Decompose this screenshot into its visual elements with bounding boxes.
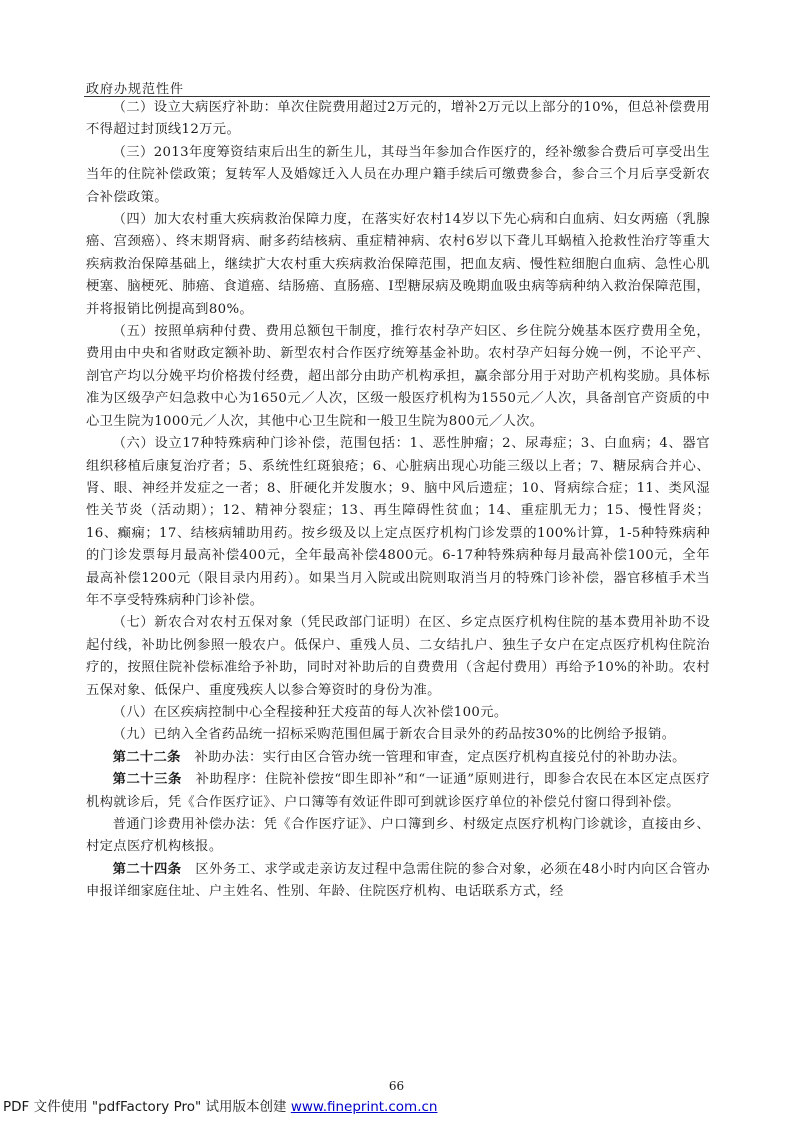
paragraph-2	[86, 142, 710, 209]
article-number: 第二十二条	[112, 749, 181, 765]
paragraph-text: 区外务工、求学或走亲访友过程中急需住院的参合对象，必须在48小时内向区合管办申报详细家庭住址、户主姓名、性别、年龄、住院医疗机构、电话联系方式，经	[86, 861, 711, 900]
paragraph-text: 补助办法：实行由区合管办统一管理和审查，定点医疗机构直接兑付的补助办法。	[180, 749, 686, 765]
document-header: 政府办规范性件	[86, 82, 185, 97]
document-body	[86, 97, 710, 904]
paragraph-text: （七）新农合对农村五保对象（凭民政部门证明）在区、乡定点医疗机构住院的基本费用补助不设起付线，补助比例参照一般农户。低保户、重残人员、二女结扎户、独生子女户在定点医疗机构住院治疗的，按照住院补偿标准给予补助，同时对补助后的自费费用（含起付费用）再给予10%的补助。农村五保对象、低保户、重度残疾人以参合筹资时的身份为准。	[86, 615, 710, 698]
article-number: 第二十四条	[112, 861, 182, 877]
paragraph-6	[86, 612, 710, 702]
paragraph-7	[86, 702, 710, 724]
paragraph-text: （四）加大农村重大疾病救治保障力度，在落实好农村14岁以下先心病和白血病、妇女两癌（乳腺癌、宫颈癌）、终末期肾病、耐多药结核病、重症精神病、农村6岁以下聋儿耳蜗植入抢救性治疗等重大疾病救治保障基础上，继续扩大农村重大疾病救治保障范围，把血友病、慢性粒细胞白血病、急性心肌梗塞、脑梗死、肺癌、食道癌、结肠癌、直肠癌、I型糖尿病及晚期血吸虫病等病种纳入救治保障范围，并将报销比例提高到80%。	[86, 212, 710, 317]
paragraph-text: （三）2013年度筹资结束后出生的新生儿，其母当年参加合作医疗的，经补缴参合费后可享受出生当年的住院补偿政策；复转军人及婚嫁迁入人员在办理户籍手续后可缴费参合，参合三个月后享受新农合补偿政策。	[86, 144, 710, 205]
paragraph-3	[86, 209, 710, 321]
article-24	[86, 859, 710, 904]
article-22	[86, 747, 710, 769]
paragraph-text: （五）按照单病种付费、费用总额包干制度，推行农村孕产妇区、乡住院分娩基本医疗费用全免，费用由中央和省财政定额补助、新型农村合作医疗统筹基金补助。农村孕产妇每分娩一例，不论平产、剖官产均以分娩平均价格拨付经费，超出部分由助产机构承担，赢余部分用于对助产机构奖励。具体标准为区级孕产妇急救中心为1650元／人次，区级一般医疗机构为1550元／人次，具备剖官产资质的中心卫生院为1000元／人次，其他中心卫生院和一般卫生院为800元／人次。	[86, 324, 710, 429]
page-number: 66	[388, 1079, 405, 1093]
article-23	[86, 769, 710, 814]
paragraph-text: 普通门诊费用补偿办法：凭《合作医疗证》、户口簿到乡、村级定点医疗机构门诊就诊，直接由乡、村定点医疗机构核报。	[86, 817, 710, 855]
paragraph-5	[86, 433, 710, 612]
pdf-footer	[3, 1095, 437, 1115]
paragraph-8	[86, 724, 710, 746]
paragraph-4	[86, 321, 710, 433]
paragraph-outpatient	[86, 814, 710, 859]
paragraph-text: （八）在区疾病控制中心全程接种狂犬疫苗的每人次补偿100元。	[112, 704, 508, 720]
article-number: 第二十三条	[112, 772, 182, 788]
footer-text: PDF 文件使用 "pdfFactory Pro" 试用版本创建	[3, 1099, 291, 1115]
paragraph-text: （九）已纳入全省药品统一招标采购范围但属于新农合目录外的药品按30%的比例给予报销。	[112, 727, 676, 743]
paragraph-text: （六）设立17种特殊病种门诊补偿，范围包括：1、恶性肿瘤；2、尿毒症；3、白血病；4、器官组织移植后康复治疗者；5、系统性红斑狼疮；6、心脏病出现心功能三级以上者；7、糖尿病合并心、肾、眼、神经并发症之一者；8、肝硬化并发腹水；9、脑中风后遗症；10、肾病综合症；11、类风湿性关节炎（活动期）；12、精神分裂症；13、再生障碍性贫血；14、重症肌无力；15、慢性肾炎；16、癫痫；17、结核病辅助用药。按乡级及以上定点医疗机构门诊发票的100%计算，1-5种特殊病种的门诊发票每月最高补偿400元，全年最高补偿4800元。6-17种特殊病种每月最高补偿100元，全年最高补偿1200元（限目录内用药）。如果当月入院或出院则取消当月的特殊门诊补偿，器官移植手术当年不享受特殊病种门诊补偿。	[86, 436, 710, 608]
paragraph-text: 补助程序：住院补偿按“即生即补”和“一证通”原则进行，即参合农民在本区定点医疗机构就诊后，凭《合作医疗证》、户口簿等有效证件即可到就诊医疗单位的补偿兑付窗口得到补偿。	[86, 772, 710, 810]
paragraph-1	[86, 97, 710, 142]
paragraph-text: （二）设立大病医疗补助：单次住院费用超过2万元的，增补2万元以上部分的10%，但总补偿费用不得超过封顶线12万元。	[86, 100, 710, 138]
footer-link[interactable]: www.fineprint.com.cn	[290, 1099, 438, 1115]
